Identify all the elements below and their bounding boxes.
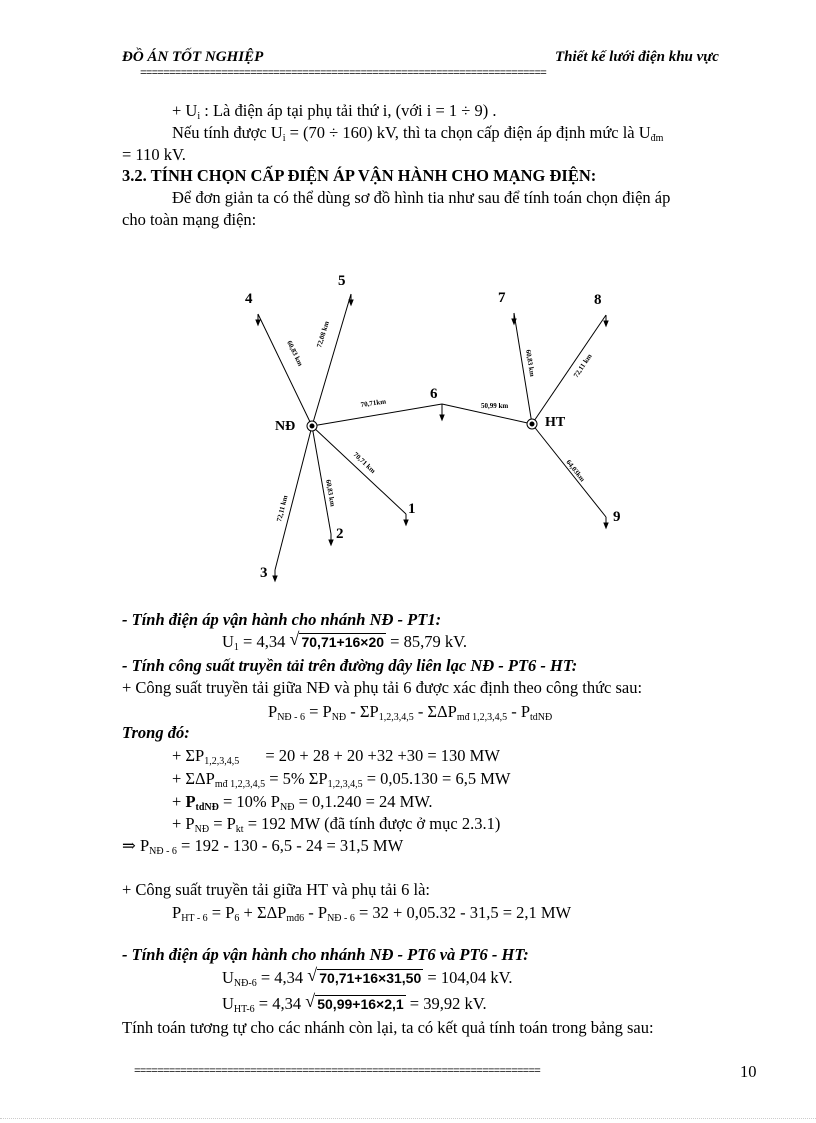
load-arrow-2-icon [329,534,333,545]
dist-ht-9: 64,03km [564,458,587,484]
node-9: 9 [613,509,621,525]
load-arrow-6-icon [440,404,444,420]
dist-nd-5: 72,08 km [315,320,331,349]
calc-para-2: + Công suất truyền tải giữa HT và phụ tải 6 là: [122,880,431,899]
line-nd-4 [258,314,312,426]
row-sum-dp: + $\Sigma\Delta P_{mđ 1,2,3,4,5} = 5\%$ $\Sigma P_{1,2,3,4,5} = 0,05.130 = 6,5$ MW [172,769,511,790]
node-4: 4 [245,291,253,307]
calc-para-1: + Công suất truyền tải giữa NĐ và phụ tải 6 được xác định theo công thức sau: [122,678,643,697]
section-para-1: Để đơn giản ta có thể dùng sơ đồ hình tia như sau để tính toán chọn điện áp [172,188,671,207]
calc-heading-1: - Tính điện áp vận hành cho nhánh NĐ - PT1: [122,610,442,629]
line-nd-6 [312,404,442,426]
node-3: 3 [260,565,268,581]
dist-ht-6: 50,99 km [481,402,509,410]
node-2: 2 [336,526,344,542]
dist-ht-8: 72,11 km [572,352,594,380]
line-ht-8 [532,315,606,424]
dist-ht-7: 60,83 km [524,349,537,378]
calc-last-line: Tính toán tương tự cho các nhánh còn lại, ta có kết quả tính toán trong bảng sau: [122,1018,654,1037]
u1-equation: $U_1 = 4,34$ √ 70,71+16×20 = 85,79 kV. [222,629,467,653]
node-1: 1 [408,501,416,517]
intro-line-3: = 110 kV. [122,145,186,164]
load-arrow-4-icon [256,314,260,325]
node-8: 8 [594,292,602,308]
eq-p-nd-6: $P_{NĐ - 6} = P_{NĐ} - \Sigma P_{1,2,3,4,5} - \Sigma\Delta P_{mđ 1,2,3,4,5} - P_{tdNĐ}$ [268,702,553,723]
dist-nd-4: 60,83 km [285,339,305,368]
source-ht-icon [527,419,537,429]
trong-do-label: Trong đó: [122,723,190,742]
load-arrow-3-icon [273,570,277,581]
section-title: 3.2. TÍNH CHỌN CẤP ĐIỆN ÁP VẬN HÀNH CHO MẠNG ĐIỆN: [122,166,597,185]
row-sum-p: + $\Sigma P_{1,2,3,4,5} = 20 + 28 + 20 +32 +30 = 130$ MW [172,746,500,767]
section-para-2: cho toàn mạng điện: [122,210,257,229]
load-arrow-9-icon [604,517,608,528]
page-edge-divider [0,1118,816,1119]
calc-heading-2: - Tính công suất truyền tải trên đường dây liên lạc NĐ - PT6 - HT: [122,656,578,675]
label-nd: NĐ [275,419,296,434]
row-p-td: + $P_{tdNĐ} = 10\%$ $P_{NĐ} = 0,1.240 = 24$ MW. [172,792,433,813]
line-ht-9 [532,424,606,517]
node-5: 5 [338,273,346,289]
header-left: ĐỒ ÁN TỐT NGHIỆP [122,49,264,65]
label-ht: HT [545,415,566,430]
intro-line-1: + $U_i$ : Là điện áp tại phụ tải thứ i, (với i = 1 ÷ 9) . [172,101,497,122]
page-number: 10 [740,1062,757,1081]
row-p-nd: + $P_{NĐ} = P_{kt} = 192$ MW (đã tính được ở mục 2.3.1) [172,814,501,835]
row-result-p-nd-6: ⇒ $P_{NĐ - 6} = 192 - 130 - 6,5 - 24 = 31,5$ MW [122,836,404,857]
dist-nd-2: 60,83 km [324,478,337,508]
line-nd-1 [312,426,406,514]
footer-rule: ====================================================================== [134,1066,541,1078]
u-ht-6-equation: $U_{HT-6} = 4,34$ √ 50,99+16×2,1 = 39,92 kV. [222,991,487,1015]
header-rule: ====================================================================== [140,68,547,80]
intro-line-2: Nếu tính được $U_i = (70 \div 160)$ kV, thì ta chọn cấp điện áp định mức là $U_{đm}$ [172,123,664,144]
dist-nd-1: 70,71 km [351,450,378,476]
dist-nd-3: 72,11 km [275,494,290,523]
header-right: Thiết kế lưới điện khu vực [555,49,719,65]
node-6: 6 [430,386,438,402]
u-nd-6-equation: $U_{NĐ-6} = 4,34$ √ 70,71+16×31,50 = 104,04 kV. [222,965,513,989]
source-nd-icon [307,421,317,431]
eq-p-ht-6: $P_{HT - 6} = P_6 + \Sigma\Delta P_{mđ6} - P_{NĐ - 6} = 32 + 0,05.32 - 31,5 = 2,1$ MW [172,903,572,924]
load-arrow-5-icon [349,294,353,305]
dist-nd-6: 70,71km [360,397,387,409]
calc-heading-3: - Tính điện áp vận hành cho nhánh NĐ - PT6 và PT6 - HT: [122,945,529,964]
node-7: 7 [498,290,506,306]
line-nd-5 [312,294,351,426]
